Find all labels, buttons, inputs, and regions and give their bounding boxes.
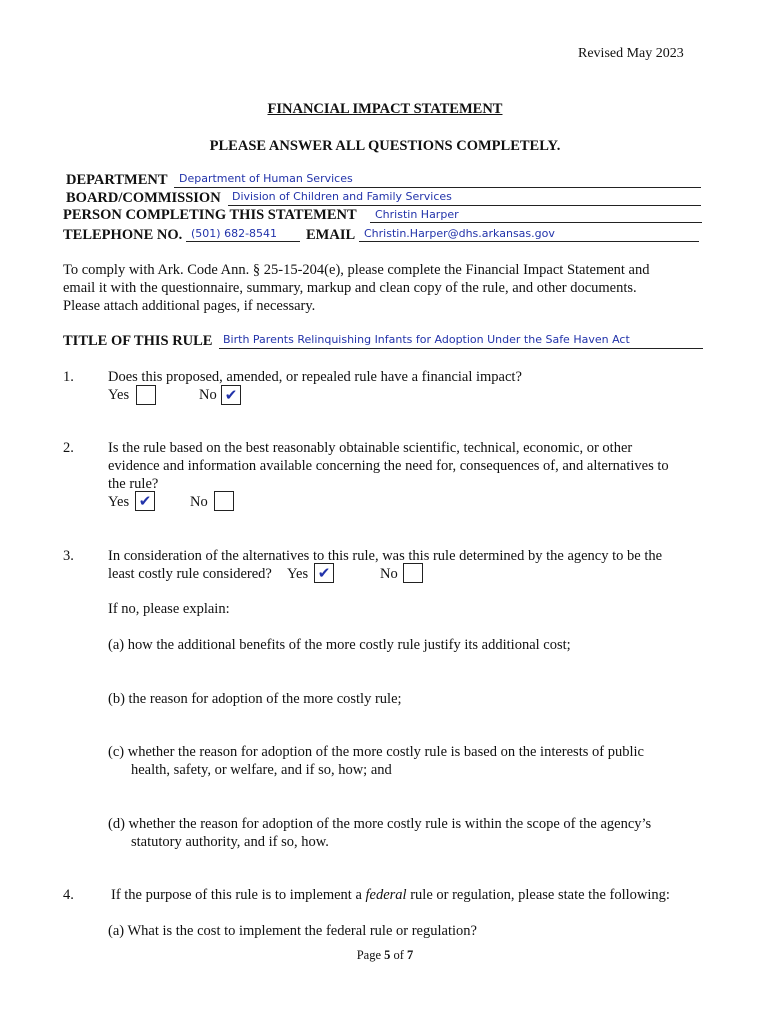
board-underline [228, 205, 701, 206]
page-of: of [390, 948, 408, 962]
check-mark-icon: ✔ [317, 564, 331, 582]
q3-no-checkbox[interactable] [403, 563, 423, 583]
q1-number: 1. [63, 369, 74, 385]
page-title: FINANCIAL IMPACT STATEMENT [267, 101, 503, 117]
person-underline [370, 222, 702, 223]
q4-number: 4. [63, 887, 74, 903]
q1-no-label: No [199, 387, 217, 403]
q3-item-a: (a) how the additional benefits of the more costly rule justify its additional cost; [108, 637, 571, 653]
intro-line-3: Please attach additional pages, if necessary. [63, 298, 316, 314]
q1-text: Does this proposed, amended, or repealed rule have a financial impact? [108, 369, 522, 385]
q3-item-d-line-1: (d) whether the reason for adoption of the more costly rule is within the scope of the agency’s [108, 816, 652, 832]
q3-item-b: (b) the reason for adoption of the more costly rule; [108, 691, 402, 707]
q3-item-d-line-2: statutory authority, and if so, how. [131, 834, 329, 850]
q3-if-no: If no, please explain: [108, 601, 230, 617]
department-field[interactable]: Department of Human Services [179, 172, 353, 185]
check-mark-icon: ✔ [224, 386, 238, 404]
q2-number: 2. [63, 440, 74, 456]
q2-yes-label: Yes [108, 494, 130, 510]
q3-line-2: least costly rule considered? [108, 566, 272, 582]
person-label: PERSON COMPLETING THIS STATEMENT [63, 207, 357, 223]
page-number: 5 [384, 948, 391, 962]
rule-title-underline [219, 348, 703, 349]
q1-no-checkbox[interactable] [221, 385, 241, 405]
q3-number: 3. [63, 548, 74, 564]
telephone-underline [186, 241, 300, 242]
telephone-label: TELEPHONE NO. [63, 227, 183, 243]
q3-yes-label: Yes [287, 566, 309, 582]
q3-item-c-line-1: (c) whether the reason for adoption of the more costly rule is based on the interests of public [108, 744, 644, 760]
q4-item-a: (a) What is the cost to implement the federal rule or regulation? [108, 923, 477, 939]
q4-text-after: rule or regulation, please state the following: [406, 887, 670, 903]
intro-line-1: To comply with Ark. Code Ann. § 25-15-204(e), please complete the Financial Impact Statement and [63, 262, 650, 278]
email-field[interactable]: Christin.Harper@dhs.arkansas.gov [364, 227, 555, 240]
q4-text [111, 887, 670, 904]
department-label: DEPARTMENT [66, 172, 168, 188]
rule-title-field[interactable]: Birth Parents Relinquishing Infants for Adoption Under the Safe Haven Act [223, 333, 630, 346]
rule-title-label: TITLE OF THIS RULE [63, 333, 213, 349]
q2-no-label: No [190, 494, 208, 510]
q1-yes-label: Yes [108, 387, 130, 403]
q2-line-3: the rule? [108, 476, 159, 492]
telephone-field[interactable]: (501) 682-8541 [191, 227, 278, 240]
q2-yes-checkbox[interactable] [135, 491, 155, 511]
q2-line-1: Is the rule based on the best reasonably obtainable scientific, technical, economic, or other [108, 440, 633, 456]
board-label: BOARD/COMMISSION [66, 190, 221, 206]
revised-date: Revised May 2023 [578, 46, 684, 61]
page-subtitle: PLEASE ANSWER ALL QUESTIONS COMPLETELY. [209, 138, 561, 154]
q2-no-checkbox[interactable] [214, 491, 234, 511]
q4-text-italic: federal [365, 887, 407, 903]
page-prefix: Page [356, 948, 385, 962]
q3-yes-checkbox[interactable] [314, 563, 334, 583]
q2-line-2: evidence and information available concerning the need for, consequences of, and alternatives to [108, 458, 669, 474]
intro-line-2: email it with the questionnaire, summary, markup and clean copy of the rule, and other documents. [63, 280, 637, 296]
board-field[interactable]: Division of Children and Family Services [232, 190, 452, 203]
person-field[interactable]: Christin Harper [375, 208, 459, 221]
email-underline [359, 241, 699, 242]
page-total: 7 [407, 948, 414, 962]
q3-line-1: In consideration of the alternatives to this rule, was this rule determined by the agency to be the [108, 548, 663, 564]
email-label: EMAIL [306, 227, 356, 243]
page-footer [0, 948, 770, 963]
q4-text-before: If the purpose of this rule is to implement a [111, 887, 366, 903]
check-mark-icon: ✔ [138, 492, 152, 510]
q3-item-c-line-2: health, safety, or welfare, and if so, how; and [131, 762, 392, 778]
department-underline [174, 187, 701, 188]
q1-yes-checkbox[interactable] [136, 385, 156, 405]
q3-no-label: No [380, 566, 398, 582]
